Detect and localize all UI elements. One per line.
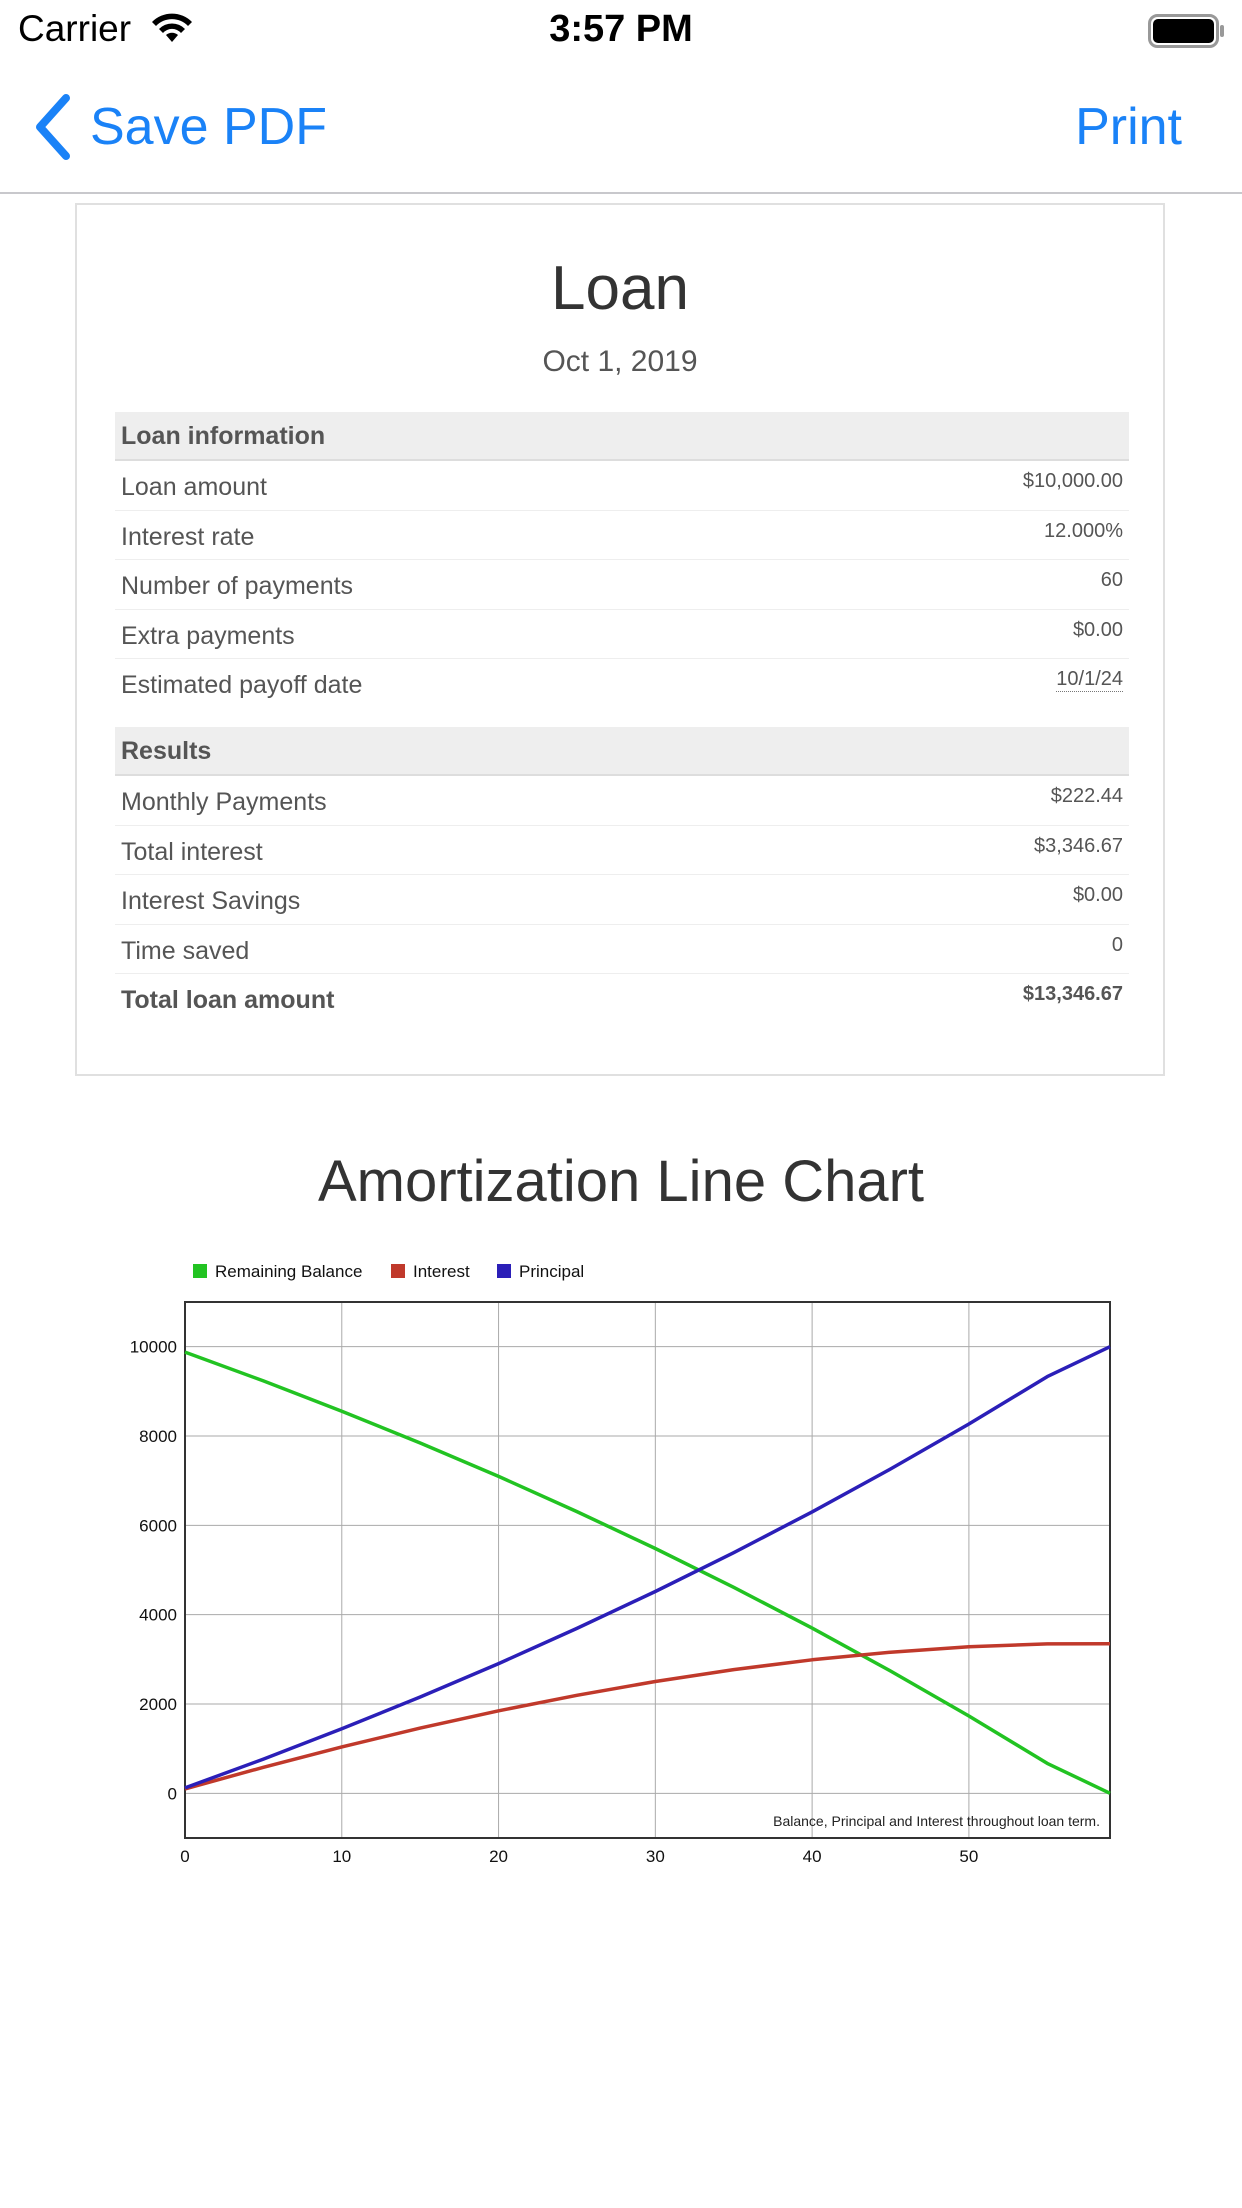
results-section: [115, 727, 1129, 1024]
chart-caption: Balance, Principal and Interest throughout loan term.: [773, 1813, 1100, 1829]
chevron-left-icon: [32, 94, 74, 160]
legend-label: Principal: [519, 1262, 585, 1281]
table-row: [115, 826, 1129, 876]
section-header: Results: [115, 727, 1129, 776]
x-tick-label: 50: [959, 1847, 979, 1866]
y-tick-label: 6000: [139, 1516, 177, 1536]
legend-swatch: [497, 1264, 511, 1278]
payoff-date-link[interactable]: 10/1/24: [1056, 668, 1123, 690]
x-axis: [180, 1847, 978, 1866]
carrier-label: Carrier: [18, 8, 132, 49]
y-tick-label: 2000: [139, 1695, 177, 1714]
row-value: 0: [1111, 933, 1123, 956]
section-header: Loan information: [115, 412, 1129, 461]
series-line-remaining-balance: [185, 1352, 1110, 1793]
row-label: Estimated payoff date: [121, 671, 363, 699]
table-row: [115, 560, 1129, 610]
series-line-principal: [185, 1347, 1110, 1788]
status-bar: [0, 0, 1242, 62]
y-tick-label: 4000: [139, 1605, 177, 1625]
x-tick-label: 40: [802, 1847, 822, 1866]
legend-label: Interest: [413, 1262, 470, 1281]
save-pdf-back-button[interactable]: [32, 92, 327, 162]
table-row: [115, 776, 1129, 826]
table-row: [115, 925, 1129, 975]
x-tick-label: 10: [332, 1847, 352, 1866]
y-tick-label: 0: [167, 1784, 177, 1804]
row-label: Interest Savings: [121, 887, 301, 915]
x-tick-label: 0: [180, 1847, 190, 1866]
row-value: $0.00: [1072, 884, 1123, 906]
loan-report: [75, 203, 1165, 1076]
row-label: Time saved: [121, 936, 250, 965]
row-value: 60: [1100, 569, 1123, 591]
loan-information-section: [115, 412, 1129, 709]
legend-swatch: [391, 1264, 405, 1278]
row-value: $10,000.00: [1022, 470, 1123, 492]
legend-label: Remaining Balance: [215, 1262, 363, 1281]
chart-grid: [185, 1302, 1110, 1838]
row-value: $13,346.67: [1022, 983, 1123, 1005]
row-label: Number of payments: [121, 572, 354, 600]
row-label: Extra payments: [121, 621, 295, 650]
row-label: Loan amount: [121, 473, 267, 501]
chart-series: [185, 1347, 1110, 1794]
chart-title: Amortization Line Chart: [317, 1149, 925, 1214]
row-label: Total loan amount: [121, 986, 335, 1014]
report-date: Oct 1, 2019: [542, 345, 698, 378]
plot-frame: [185, 1302, 1110, 1838]
report-title: Loan: [551, 254, 689, 323]
table-row: [115, 461, 1129, 511]
table-row: [115, 511, 1129, 561]
row-value: 12.000%: [1044, 519, 1123, 542]
row-value: $0.00: [1072, 618, 1123, 641]
table-row: [115, 659, 1129, 709]
x-tick-label: 30: [645, 1847, 665, 1866]
print-button[interactable]: Print: [1075, 98, 1182, 156]
y-axis: [130, 1338, 177, 1804]
table-row: [115, 875, 1129, 925]
row-label: Total interest: [121, 837, 263, 866]
legend-swatch: [193, 1264, 207, 1278]
row-label: Interest rate: [121, 522, 255, 551]
navigation-bar: [0, 62, 1242, 194]
row-value: $3,346.67: [1034, 834, 1123, 857]
row-value: $222.44: [1050, 785, 1123, 807]
y-tick-label: 8000: [139, 1427, 177, 1446]
clock: 3:57 PM: [549, 8, 693, 50]
table-row: [115, 610, 1129, 660]
back-button-label: Save PDF: [90, 98, 327, 156]
row-label: Monthly Payments: [121, 788, 327, 816]
battery-icon: [1148, 14, 1226, 48]
table-row-total: [115, 974, 1129, 1024]
amortization-line-chart: [0, 1230, 1242, 1890]
chart-legend: [193, 1262, 584, 1281]
x-tick-label: 20: [489, 1847, 509, 1866]
y-tick-label: 10000: [129, 1337, 177, 1357]
